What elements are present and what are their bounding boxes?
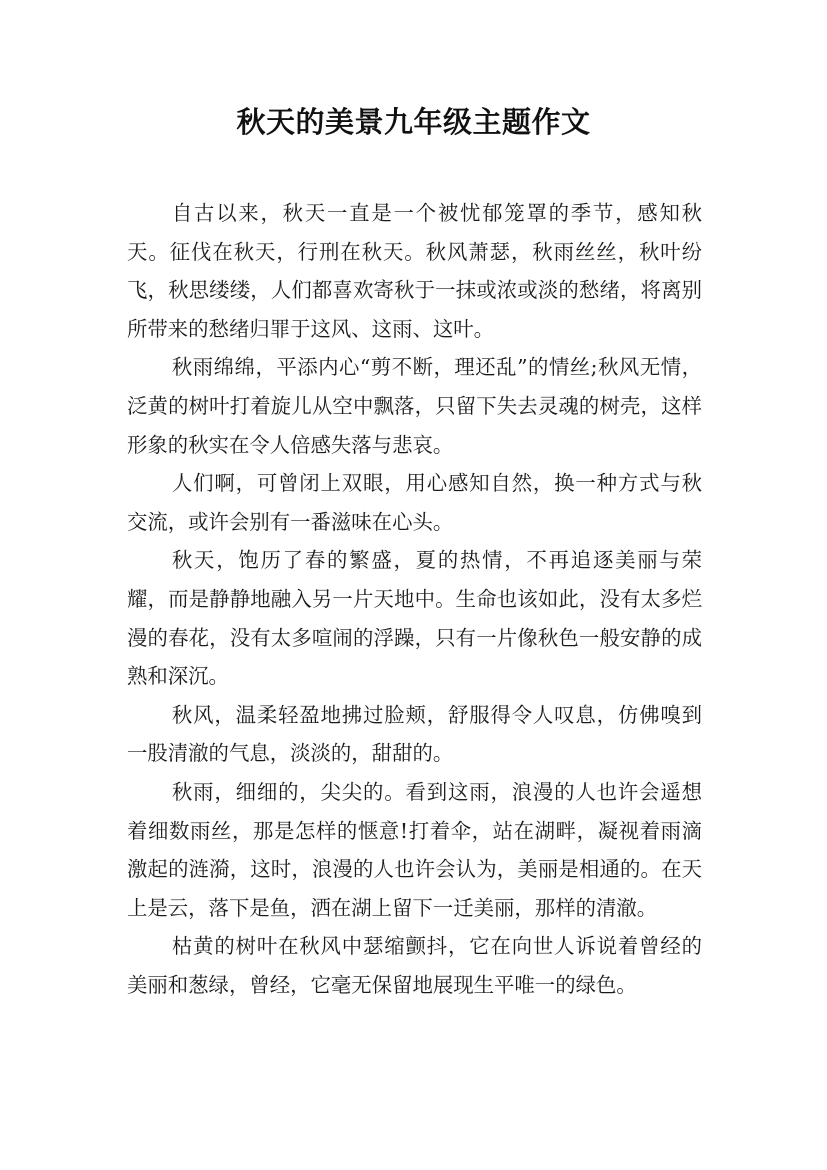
paragraph-2: 秋雨绵绵，平添内心“剪不断，理还乱”的情丝;秋风无情，泛黄的树叶打着旋儿从空中飘落，只留下失去灵魂的树壳，这样形象的秋实在令人倍感失落与悲哀。 (127, 355, 702, 457)
document-body (127, 194, 702, 1004)
paragraph-4: 秋天，饱历了春的繁盛，夏的热情，不再追逐美丽与荣耀，而是静静地融入另一片天地中。生命也该如此，没有太多烂漫的春花，没有太多喧闹的浮躁，只有一片像秋色一般安静的成熟和深沉。 (127, 548, 702, 689)
paragraph-3: 人们啊，可曾闭上双眼，用心感知自然，换一种方式与秋交流，或许会别有一番滋味在心头。 (127, 471, 702, 534)
paragraph-1: 自古以来，秋天一直是一个被忧郁笼罩的季节，感知秋天。征伐在秋天，行刑在秋天。秋风萧瑟，秋雨丝丝，秋叶纷飞，秋思缕缕，人们都喜欢寄秋于一抹或浓或淡的愁绪，将离别所带来的愁绪归罪于这风、这雨、这叶。 (127, 201, 702, 341)
paragraph-6: 秋雨，细细的，尖尖的。看到这雨，浪漫的人也许会遥想着细数雨丝，那是怎样的惬意!打着伞，站在湖畔，凝视着雨滴激起的涟漪，这时，浪漫的人也许会认为，美丽是相通的。在天上是云，落下是鱼，洒在湖上留下一迁美丽，那样的清澈。 (127, 779, 702, 920)
document-title: 秋天的美景九年级主题作文 (236, 105, 591, 139)
paragraph-5: 秋风，温柔轻盈地拂过脸颊，舒服得令人叹息，仿佛嗅到一股清澈的气息，淡淡的，甜甜的。 (127, 702, 702, 766)
paragraph-7: 枯黄的树叶在秋风中瑟缩颤抖，它在向世人诉说着曾经的美丽和葱绿，曾经，它毫无保留地展现生平唯一的绿色。 (127, 934, 702, 997)
